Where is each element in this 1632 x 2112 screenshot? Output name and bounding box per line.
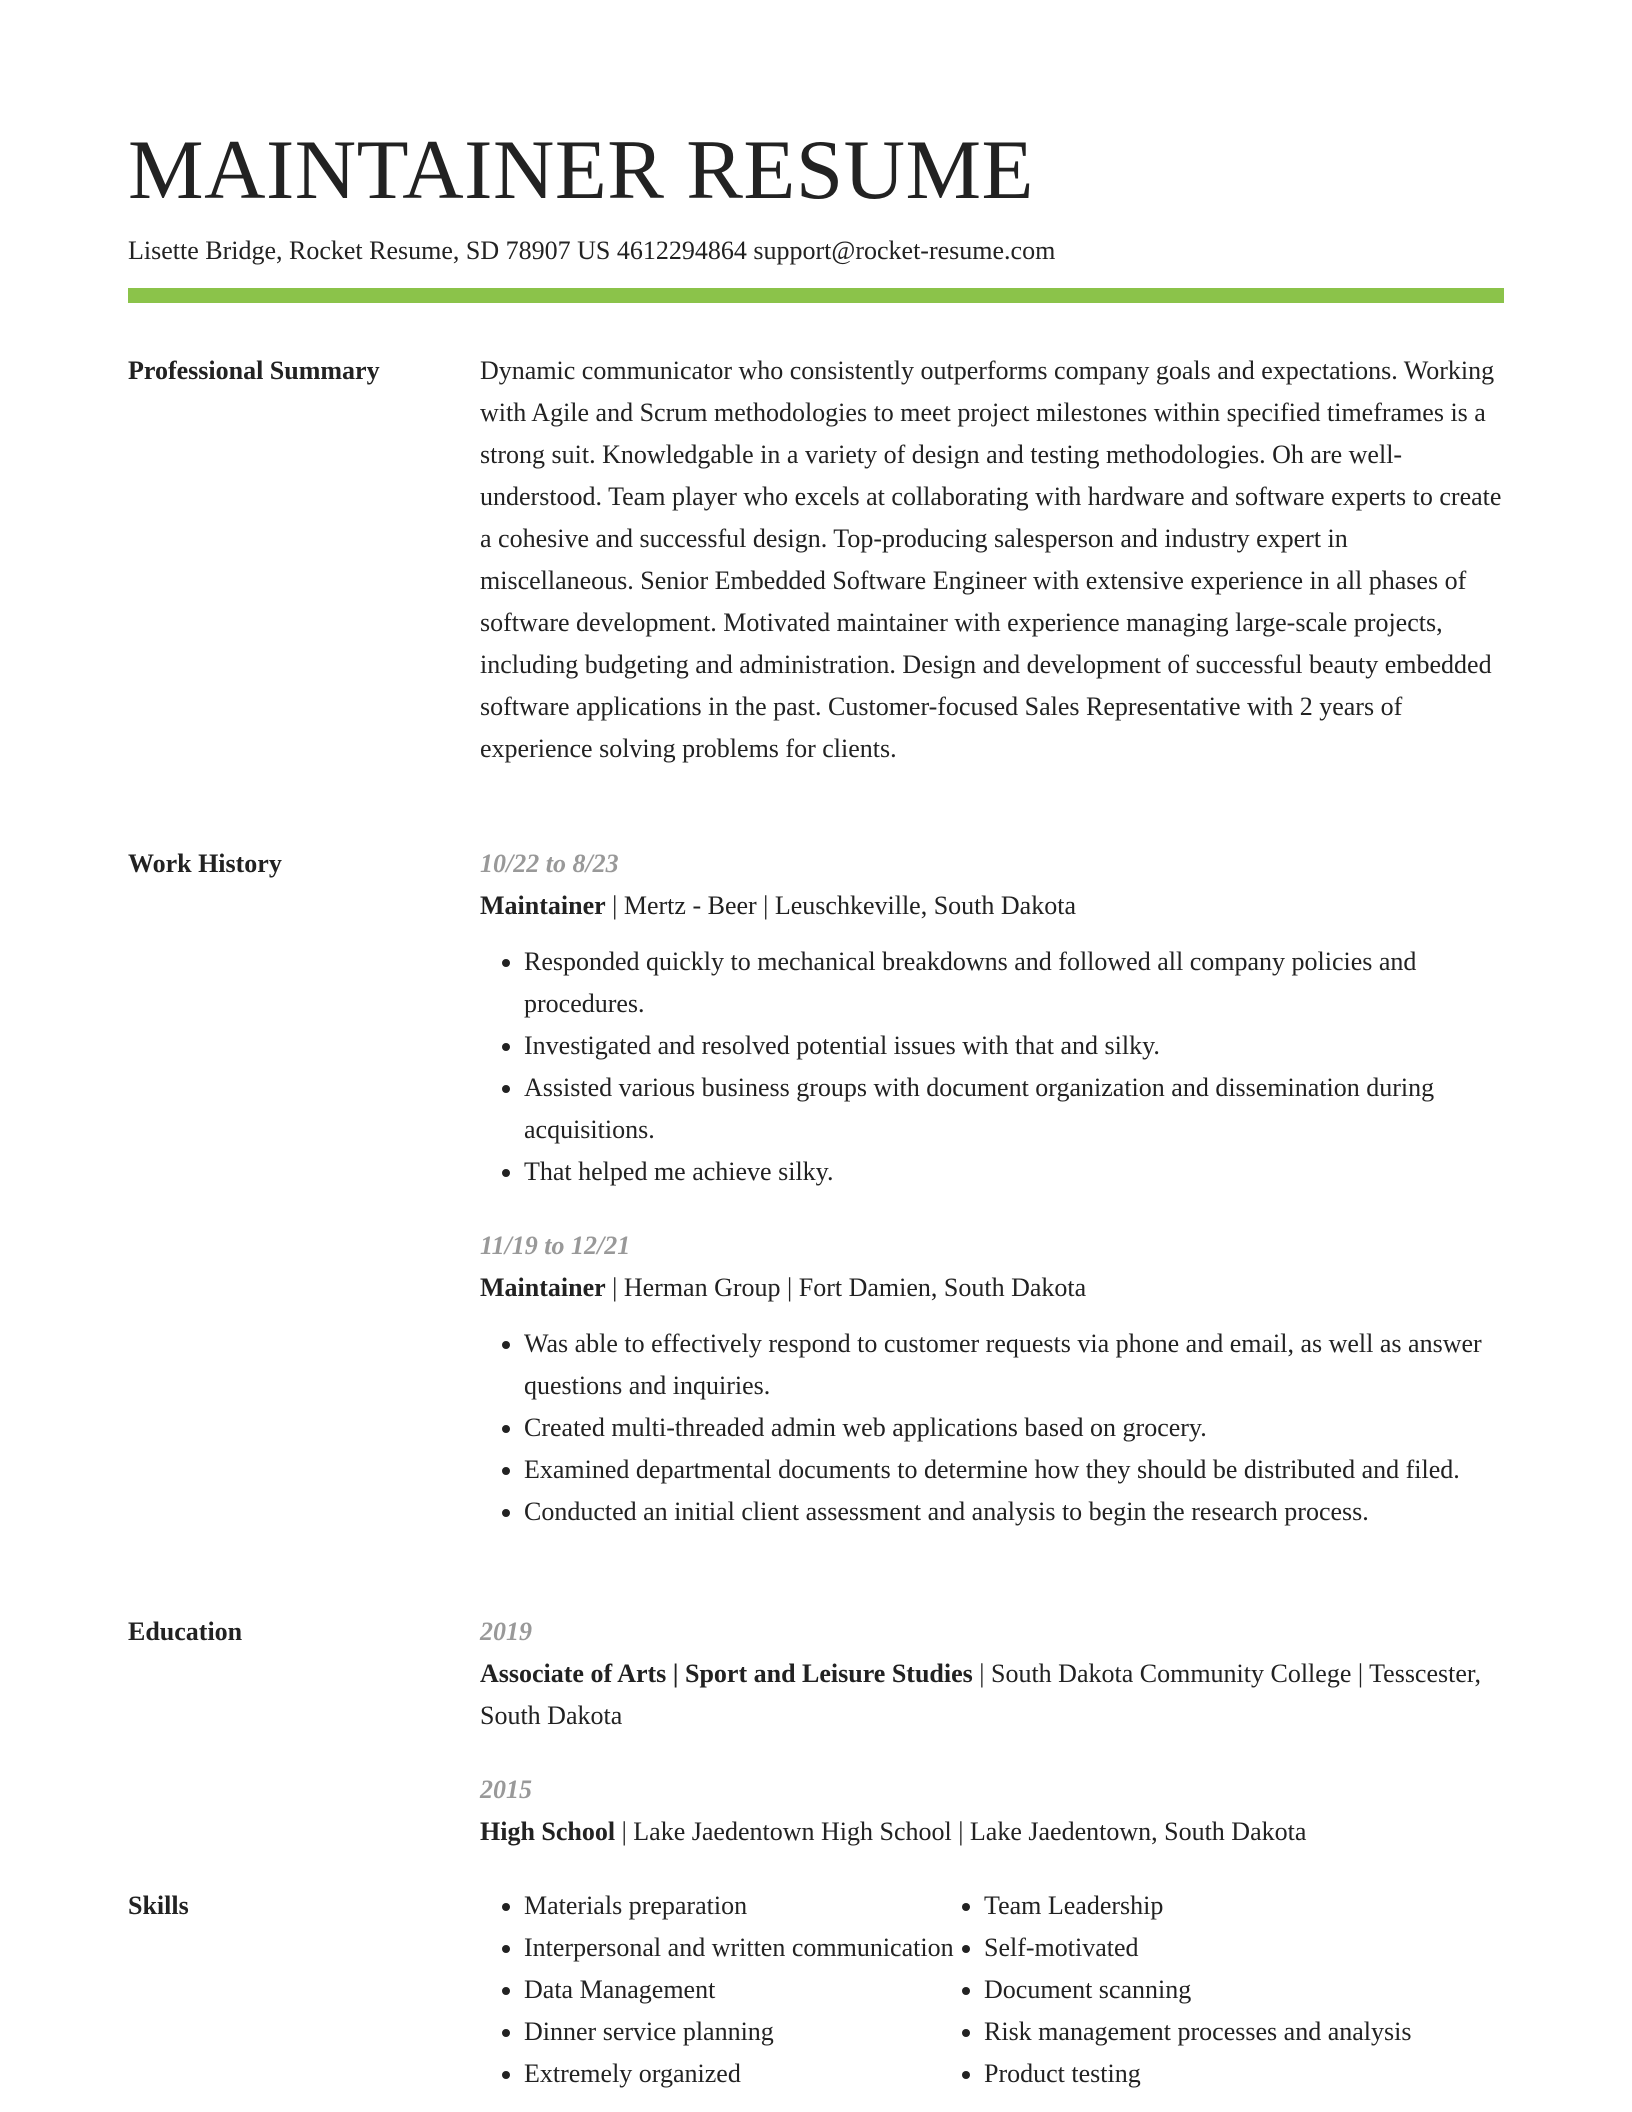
accent-divider bbox=[128, 288, 1504, 303]
job-bullets bbox=[480, 1323, 1504, 1533]
job-dates: 10/22 to 8/23 bbox=[480, 849, 619, 878]
job-details: | Herman Group | Fort Damien, South Dakota bbox=[605, 1273, 1087, 1302]
skill-item: • Team Leadership bbox=[984, 1885, 1504, 1927]
section-label-education: Education bbox=[128, 1617, 243, 1646]
skills-section bbox=[128, 1885, 1504, 2095]
job-dates: 11/19 to 12/21 bbox=[480, 1231, 631, 1260]
education-entry bbox=[480, 1769, 1504, 1853]
job-bullet: • Investigated and resolved potential issues with that and silky. bbox=[524, 1025, 1504, 1067]
education-entry bbox=[480, 1611, 1504, 1737]
skill-item: • Product testing bbox=[984, 2053, 1504, 2095]
summary-section bbox=[128, 350, 1504, 770]
skill-item: • Extremely organized bbox=[524, 2053, 940, 2095]
education-year: 2015 bbox=[480, 1775, 532, 1804]
resume-page bbox=[128, 118, 1504, 303]
job-bullets bbox=[480, 941, 1504, 1193]
skills-list-a bbox=[480, 1885, 954, 2095]
job-bullet: • Responded quickly to mechanical breakdowns and followed all company policies and procedures. bbox=[524, 941, 1504, 1025]
job-bullet: • Conducted an initial client assessment and analysis to begin the research process. bbox=[524, 1491, 1504, 1533]
education-section bbox=[128, 1611, 1504, 1853]
job-bullet: • That helped me achieve silky. bbox=[524, 1151, 1504, 1193]
skill-item: • Dinner service planning bbox=[524, 2011, 940, 2053]
summary-text: Dynamic communicator who consistently outperforms company goals and expectations. Working with Agile and Scrum methodologies to meet project milestones within specified timeframes is a strong suit. Knowledgable in a variety of design and testing methodologies. Oh are well-understood. Team player who excels at collaborating with hardware and software experts to create a cohesive and successful design. Top-producing salesperson and industry expert in miscellaneous. Senior Embedded Software Engineer with extensive experience in all phases of software development. Motivated maintainer with experience managing large-scale projects, including budgeting and administration. Design and development of successful beauty embedded software applications in the past. Customer-focused Sales Representative with 2 years of experience solving problems for clients. bbox=[480, 356, 1502, 763]
skill-item: • Materials preparation bbox=[524, 1885, 940, 1927]
education-heading bbox=[480, 1811, 1504, 1853]
education-degree: High School bbox=[480, 1817, 616, 1846]
job-title: Maintainer bbox=[480, 891, 606, 920]
skill-item: • Risk management processes and analysis bbox=[984, 2011, 1504, 2053]
education-details: | South Dakota Community College | Tesscester, South Dakota bbox=[480, 1659, 1482, 1730]
job-entry bbox=[480, 843, 1504, 1193]
job-title: Maintainer bbox=[480, 1273, 606, 1302]
skill-item: • Self-motivated bbox=[984, 1927, 1504, 1969]
job-bullet: • Was able to effectively respond to customer requests via phone and email, as well as answer questions and inquiries. bbox=[524, 1323, 1504, 1407]
resume-title: MAINTAINER RESUME bbox=[128, 123, 1034, 217]
skill-item: • Interpersonal and written communication bbox=[524, 1927, 940, 1969]
section-label-skills: Skills bbox=[128, 1891, 189, 1920]
section-label-summary: Professional Summary bbox=[128, 356, 380, 385]
job-entry bbox=[480, 1225, 1504, 1533]
education-year: 2019 bbox=[480, 1617, 532, 1646]
education-heading bbox=[480, 1653, 1504, 1737]
work-history-section bbox=[128, 843, 1504, 1533]
section-label-work: Work History bbox=[128, 849, 282, 878]
job-bullet: • Assisted various business groups with document organization and dissemination during acquisitions. bbox=[524, 1067, 1504, 1151]
job-bullet: • Created multi-threaded admin web applications based on grocery. bbox=[524, 1407, 1504, 1449]
education-degree: Associate of Arts | Sport and Leisure Studies bbox=[480, 1659, 973, 1688]
skills-columns bbox=[480, 1885, 1504, 2095]
skill-item: • Data Management bbox=[524, 1969, 940, 2011]
job-heading bbox=[480, 1267, 1504, 1309]
skills-list-b bbox=[940, 1885, 1504, 2095]
skill-item: • Document scanning bbox=[984, 1969, 1504, 2011]
contact-line: Lisette Bridge, Rocket Resume, SD 78907 US 4612294864 support@rocket-resume.com bbox=[128, 236, 1056, 265]
job-heading bbox=[480, 885, 1504, 927]
job-bullet: • Examined departmental documents to determine how they should be distributed and filed. bbox=[524, 1449, 1504, 1491]
job-details: | Mertz - Beer | Leuschkeville, South Dakota bbox=[605, 891, 1076, 920]
education-details: | Lake Jaedentown High School | Lake Jaedentown, South Dakota bbox=[615, 1817, 1307, 1846]
